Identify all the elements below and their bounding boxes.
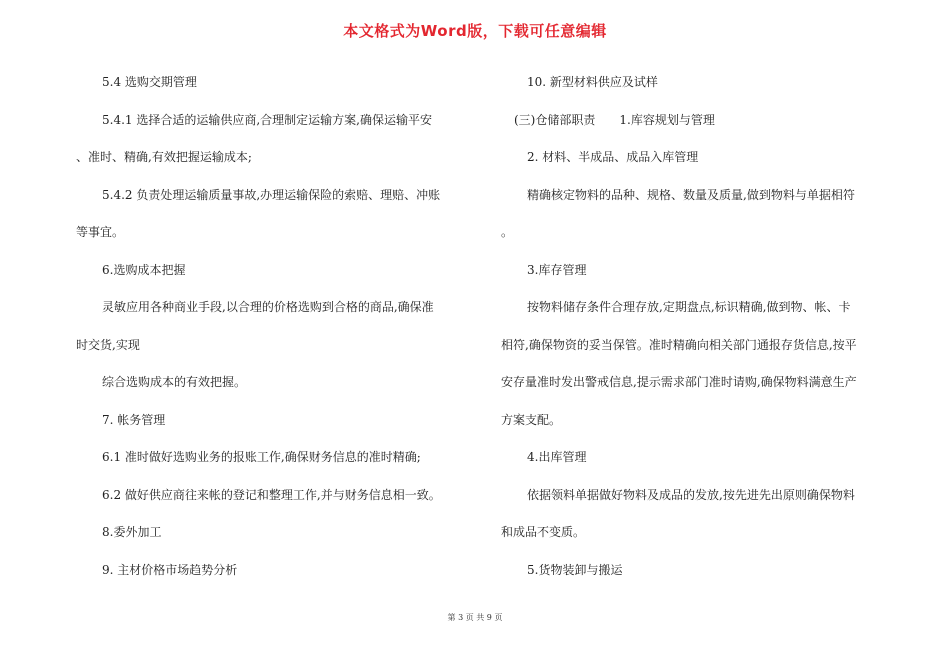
text-line: 4.出库管理 (527, 450, 587, 464)
text-line: 5.4.1 选择合适的运输供应商,合理制定运输方案,确保运输平安 (102, 112, 432, 127)
text-line: 5.4 选购交期管理 (102, 75, 197, 89)
text-line: 依据领料单据做好物料及成品的发放,按先进先出原则确保物料 (527, 487, 855, 502)
left-column (76, 64, 452, 589)
right-column (501, 64, 877, 589)
text-line: 相符,确保物资的妥当保管。准时精确向相关部门通报存货信息,按平 (501, 337, 857, 352)
text-line: 安存量准时发出警戒信息,提示需求部门准时请购,确保物料满意生产 (501, 375, 857, 389)
text-line: 精确核定物料的品种、规格、数量及质量,做到物料与单据相符 (527, 187, 855, 202)
text-line: 5.货物装卸与搬运 (527, 562, 623, 577)
text-line: 等事宜。 (76, 225, 125, 239)
text-line: 、准时、精确,有效把握运输成本; (76, 150, 252, 164)
text-line: 6.1 准时做好选购业务的报账工作,确保财务信息的准时精确; (102, 450, 421, 464)
text-line: 和成品不变质。 (501, 525, 586, 539)
text-line: 9. 主材价格市场趋势分析 (102, 562, 238, 577)
text-line: 7. 帐务管理 (102, 412, 166, 427)
text-line: 3.库存管理 (527, 262, 587, 277)
text-line: 。 (501, 225, 514, 239)
text-line: 5.4.2 负责处理运输质量事故,办理运输保险的索赔、理赔、冲账 (102, 187, 441, 202)
text-line: 综合选购成本的有效把握。 (102, 375, 247, 389)
text-line: 10. 新型材料供应及试样 (527, 75, 658, 89)
text-line: 6.2 做好供应商往来帐的登记和整理工作,并与财务信息相一致。 (102, 487, 441, 502)
text-line: 灵敏应用各种商业手段,以合理的价格选购到合格的商品,确保准 (102, 300, 434, 314)
text-line: 方案支配。 (501, 412, 562, 427)
text-line: (三)仓储部职责 1.库容规划与管理 (514, 112, 715, 127)
text-line: 6.选购成本把握 (102, 262, 186, 277)
document-banner: 本文格式为Word版，下载可任意编辑 (343, 22, 607, 40)
text-line: 8.委外加工 (102, 525, 162, 539)
text-line: 2. 材料、半成品、成品入库管理 (527, 150, 699, 164)
page-number: 第 3 页 共 9 页 (447, 613, 503, 622)
text-line: 按物料储存条件合理存放,定期盘点,标识精确,做到物、帐、卡 (527, 300, 851, 314)
text-line: 时交货,实现 (76, 337, 140, 352)
